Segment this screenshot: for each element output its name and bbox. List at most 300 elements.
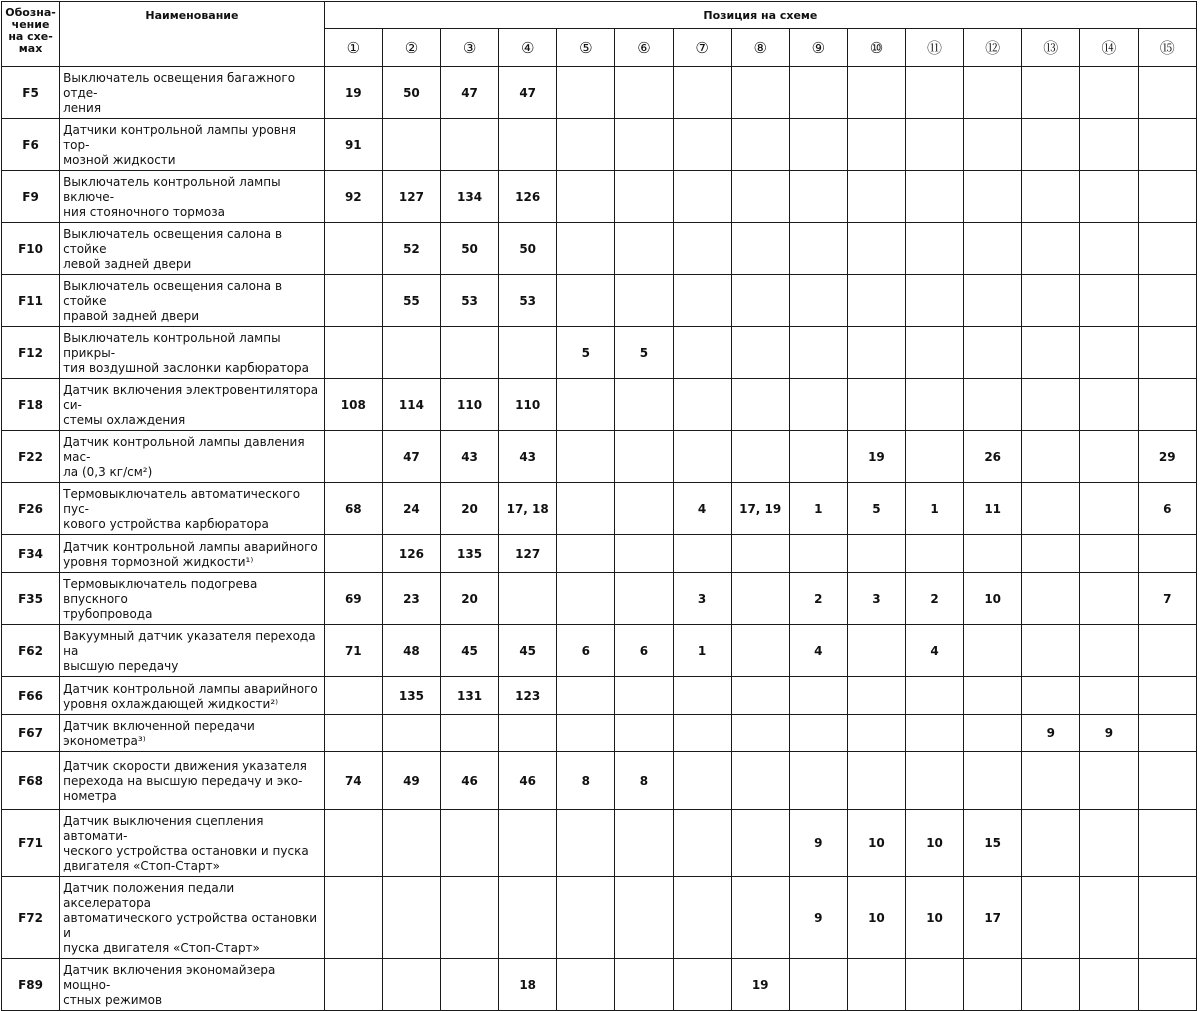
component-name [60,67,325,119]
component-code: F72 [2,877,60,959]
position-value [1022,959,1080,1011]
position-value: 45 [441,625,499,677]
component-name [60,752,325,810]
position-value [324,715,382,752]
position-value [673,535,731,573]
position-value [1138,119,1197,171]
position-value [324,810,382,877]
component-name-line: Вакуумный датчик указателя перехода на [63,629,316,658]
position-value: 3 [673,573,731,625]
position-value: 17, 18 [499,483,557,535]
position-value [1080,171,1138,223]
position-value [906,752,964,810]
code-column-header [2,2,60,67]
position-value [906,431,964,483]
table-row [2,67,1197,119]
table-row [2,223,1197,275]
position-value [615,483,673,535]
position-value [557,677,615,715]
position-value: 1 [673,625,731,677]
position-value [1080,959,1138,1011]
position-value [615,379,673,431]
position-value: 126 [382,535,440,573]
position-value: 46 [499,752,557,810]
position-value [499,715,557,752]
component-name-line: Датчик контрольной лампы давления мас- [63,435,305,464]
code-header-line: мах [18,42,43,55]
position-value [615,275,673,327]
position-value [615,677,673,715]
component-code: F12 [2,327,60,379]
component-code: F5 [2,67,60,119]
component-name [60,810,325,877]
position-value [731,752,789,810]
position-value [1022,379,1080,431]
component-code: F10 [2,223,60,275]
position-value [789,959,847,1011]
position-value: 43 [441,431,499,483]
position-number-header: ④ [499,29,557,67]
position-value [1138,171,1197,223]
position-value [731,535,789,573]
component-name-line: Выключатель освещения салона в стойке [63,279,283,308]
position-value [1022,877,1080,959]
position-value [499,573,557,625]
position-value [1080,275,1138,327]
position-value: 52 [382,223,440,275]
position-value [964,67,1022,119]
component-code: F71 [2,810,60,877]
position-value [1022,275,1080,327]
position-value: 10 [906,810,964,877]
component-name-line: трубопровода [63,607,153,621]
header-row-1 [2,2,1197,29]
position-value: 43 [499,431,557,483]
component-name-line: Датчик включения электровентилятора си- [63,383,319,412]
position-value: 49 [382,752,440,810]
position-value [847,535,905,573]
position-value [1080,67,1138,119]
component-code: F89 [2,959,60,1011]
component-name-line: Датчик выключения сцепления автомати- [63,814,264,843]
position-value [557,379,615,431]
position-value [615,431,673,483]
position-value [1138,67,1197,119]
component-name-line: нометра [63,789,117,803]
position-value [1080,223,1138,275]
position-value [789,715,847,752]
position-value [847,715,905,752]
position-value [673,715,731,752]
position-value [731,275,789,327]
position-value [673,752,731,810]
component-name-line: стных режимов [63,993,163,1007]
position-value [1080,677,1138,715]
position-value [557,535,615,573]
position-value [673,327,731,379]
component-name [60,677,325,715]
position-value [731,67,789,119]
position-value: 5 [615,327,673,379]
position-value [789,431,847,483]
position-value [499,327,557,379]
position-value [615,715,673,752]
position-value: 47 [499,67,557,119]
position-value: 46 [441,752,499,810]
table-row [2,379,1197,431]
code-header-line: на схе- [8,30,53,43]
position-value: 5 [847,483,905,535]
position-value [324,677,382,715]
component-name-line: уровня охлаждающей жидкости²⁾ [63,696,279,711]
component-name-line: стемы охлаждения [63,413,186,427]
position-value [1138,327,1197,379]
component-name [60,715,325,752]
position-value: 92 [324,171,382,223]
component-code: F35 [2,573,60,625]
position-value [557,810,615,877]
position-value [847,752,905,810]
position-value [324,877,382,959]
position-value [615,223,673,275]
position-value [847,67,905,119]
position-value [1080,119,1138,171]
position-value: 10 [847,877,905,959]
position-value: 17, 19 [731,483,789,535]
component-name-line: Выключатель контрольной лампы включе- [63,175,281,204]
position-value: 127 [382,171,440,223]
position-value [789,171,847,223]
position-value [789,327,847,379]
component-name-line: Датчик скорости движения указателя [63,759,307,773]
position-value [499,810,557,877]
table-row [2,171,1197,223]
table-row [2,275,1197,327]
component-name-line: левой задней двери [63,257,192,271]
position-value [964,119,1022,171]
position-value [847,327,905,379]
position-value [557,877,615,959]
position-value: 126 [499,171,557,223]
position-value [731,715,789,752]
position-value [964,535,1022,573]
position-value: 71 [324,625,382,677]
component-code: F66 [2,677,60,715]
position-value [964,327,1022,379]
position-value [673,67,731,119]
position-value [1138,810,1197,877]
position-value [441,959,499,1011]
position-value [382,877,440,959]
position-value [557,67,615,119]
table-row [2,625,1197,677]
table-row [2,715,1197,752]
position-value [1022,535,1080,573]
position-number-header: ⑨ [789,29,847,67]
component-code: F22 [2,431,60,483]
component-name-line: Термовыключатель автоматического пус- [63,487,301,516]
position-value [557,223,615,275]
position-value: 50 [441,223,499,275]
position-value: 68 [324,483,382,535]
position-value [1080,483,1138,535]
position-value: 55 [382,275,440,327]
position-value [906,67,964,119]
position-value [1080,327,1138,379]
component-name-line: ческого устройства остановки и пуска [63,844,309,858]
position-number-header: ⑩ [847,29,905,67]
code-header-line: чение [11,18,50,31]
position-value [1022,67,1080,119]
position-value: 50 [499,223,557,275]
position-value [615,67,673,119]
position-value [789,535,847,573]
position-value [731,877,789,959]
position-value: 9 [1080,715,1138,752]
position-value [382,715,440,752]
position-value: 110 [499,379,557,431]
position-value [673,275,731,327]
table-row [2,431,1197,483]
position-value [731,119,789,171]
component-name [60,431,325,483]
position-value [789,223,847,275]
position-value [847,959,905,1011]
position-value [1138,959,1197,1011]
component-name-line: Датчик контрольной лампы аварийного [63,681,318,696]
position-value [789,275,847,327]
position-value [673,379,731,431]
position-value: 91 [324,119,382,171]
position-value [382,959,440,1011]
position-value [1022,327,1080,379]
component-name [60,625,325,677]
position-number-header: ⑫ [964,29,1022,67]
position-value: 135 [441,535,499,573]
component-name-line: Датчик включенной передачи эконометра³⁾ [63,719,255,748]
position-value [731,677,789,715]
component-name-line: мозной жидкости [63,153,176,167]
position-value [964,171,1022,223]
component-name [60,275,325,327]
position-value [1022,223,1080,275]
position-number-header: ⑦ [673,29,731,67]
position-value: 69 [324,573,382,625]
position-value [1080,625,1138,677]
position-value [906,223,964,275]
position-value [964,275,1022,327]
position-value [615,119,673,171]
position-value [847,379,905,431]
position-value: 19 [324,67,382,119]
position-value [615,573,673,625]
position-value [673,119,731,171]
position-value [382,119,440,171]
component-name-line: пуска двигателя «Стоп-Старт» [63,941,260,955]
position-value [1138,223,1197,275]
component-name-line: правой задней двери [63,309,200,323]
position-value: 135 [382,677,440,715]
position-value: 17 [964,877,1022,959]
position-value [906,959,964,1011]
position-value [964,959,1022,1011]
position-value [1138,275,1197,327]
position-value: 108 [324,379,382,431]
position-value [499,877,557,959]
position-value: 23 [382,573,440,625]
position-value [1138,625,1197,677]
component-name-line: автоматического устройства остановки и [63,911,318,940]
table-row [2,535,1197,573]
position-value [1080,752,1138,810]
position-value [1138,877,1197,959]
position-value: 20 [441,483,499,535]
position-value: 18 [499,959,557,1011]
position-value [789,677,847,715]
position-value [731,327,789,379]
position-value [906,715,964,752]
position-value [324,275,382,327]
component-code: F68 [2,752,60,810]
position-value [731,810,789,877]
position-value [964,752,1022,810]
component-name-line: Термовыключатель подогрева впускного [63,577,258,606]
position-number-header: ⑥ [615,29,673,67]
position-value [1138,715,1197,752]
position-value [731,625,789,677]
position-value [1022,171,1080,223]
position-value [557,431,615,483]
component-code: F34 [2,535,60,573]
position-number-header: ⑤ [557,29,615,67]
position-value: 10 [964,573,1022,625]
position-value [1022,483,1080,535]
position-group-header: Позиция на схеме [324,2,1196,29]
table-row [2,877,1197,959]
component-name-line: ления [63,101,102,115]
position-value [324,431,382,483]
component-name-line: Датчики контрольной лампы уровня тор- [63,123,296,152]
position-number-header: ③ [441,29,499,67]
component-name [60,483,325,535]
position-value [324,959,382,1011]
position-value: 6 [615,625,673,677]
position-value: 1 [906,483,964,535]
position-value [964,677,1022,715]
position-value [1138,752,1197,810]
table-row [2,959,1197,1011]
position-value: 47 [382,431,440,483]
position-value [673,223,731,275]
position-value: 53 [441,275,499,327]
position-value [324,327,382,379]
position-value [324,535,382,573]
table-row [2,483,1197,535]
position-value [906,677,964,715]
table-row [2,327,1197,379]
position-value [1022,431,1080,483]
component-name-line: Датчик включения экономайзера мощно- [63,963,276,992]
position-value [382,810,440,877]
position-value: 7 [1138,573,1197,625]
position-value [1080,573,1138,625]
position-value: 4 [789,625,847,677]
position-number-header: ⑮ [1138,29,1197,67]
position-value [964,379,1022,431]
position-value: 134 [441,171,499,223]
component-code: F26 [2,483,60,535]
position-value: 10 [906,877,964,959]
position-value: 15 [964,810,1022,877]
position-value [847,119,905,171]
position-value [1022,625,1080,677]
position-value [847,223,905,275]
component-name-line: уровня тормозной жидкости¹⁾ [63,554,254,569]
position-value: 26 [964,431,1022,483]
position-value: 127 [499,535,557,573]
position-value [557,959,615,1011]
position-value: 48 [382,625,440,677]
position-value [789,119,847,171]
position-value [789,379,847,431]
position-value [1022,119,1080,171]
position-value: 74 [324,752,382,810]
component-name-line: высшую передачу [63,659,179,673]
position-value [964,625,1022,677]
component-name [60,535,325,573]
position-value [557,119,615,171]
position-value: 6 [557,625,615,677]
position-value: 6 [1138,483,1197,535]
position-value: 45 [499,625,557,677]
position-value: 50 [382,67,440,119]
position-value [673,171,731,223]
position-value [441,119,499,171]
position-value [1138,379,1197,431]
position-value: 10 [847,810,905,877]
position-value: 11 [964,483,1022,535]
position-value [673,677,731,715]
position-value [673,877,731,959]
position-value: 24 [382,483,440,535]
position-value [324,223,382,275]
position-value [789,67,847,119]
position-value [615,877,673,959]
component-name [60,959,325,1011]
table-row [2,752,1197,810]
code-header-line: Обозна- [5,6,56,19]
position-value: 2 [906,573,964,625]
position-value: 8 [557,752,615,810]
components-table [1,1,1197,1011]
position-value: 19 [847,431,905,483]
component-name-line: ла (0,3 кг/см²) [63,465,153,479]
position-value [1080,535,1138,573]
position-value [847,275,905,327]
component-name [60,119,325,171]
position-value: 114 [382,379,440,431]
position-number-header: ⑪ [906,29,964,67]
component-name-line: Датчик положения педали акселератора [63,881,235,910]
component-name-line: Датчик контрольной лампы аварийного [63,539,318,554]
component-code: F11 [2,275,60,327]
component-name-line: ния стояночного тормоза [63,205,225,219]
position-value [1138,677,1197,715]
position-value [441,877,499,959]
position-value [441,327,499,379]
position-value [847,625,905,677]
component-name [60,573,325,625]
